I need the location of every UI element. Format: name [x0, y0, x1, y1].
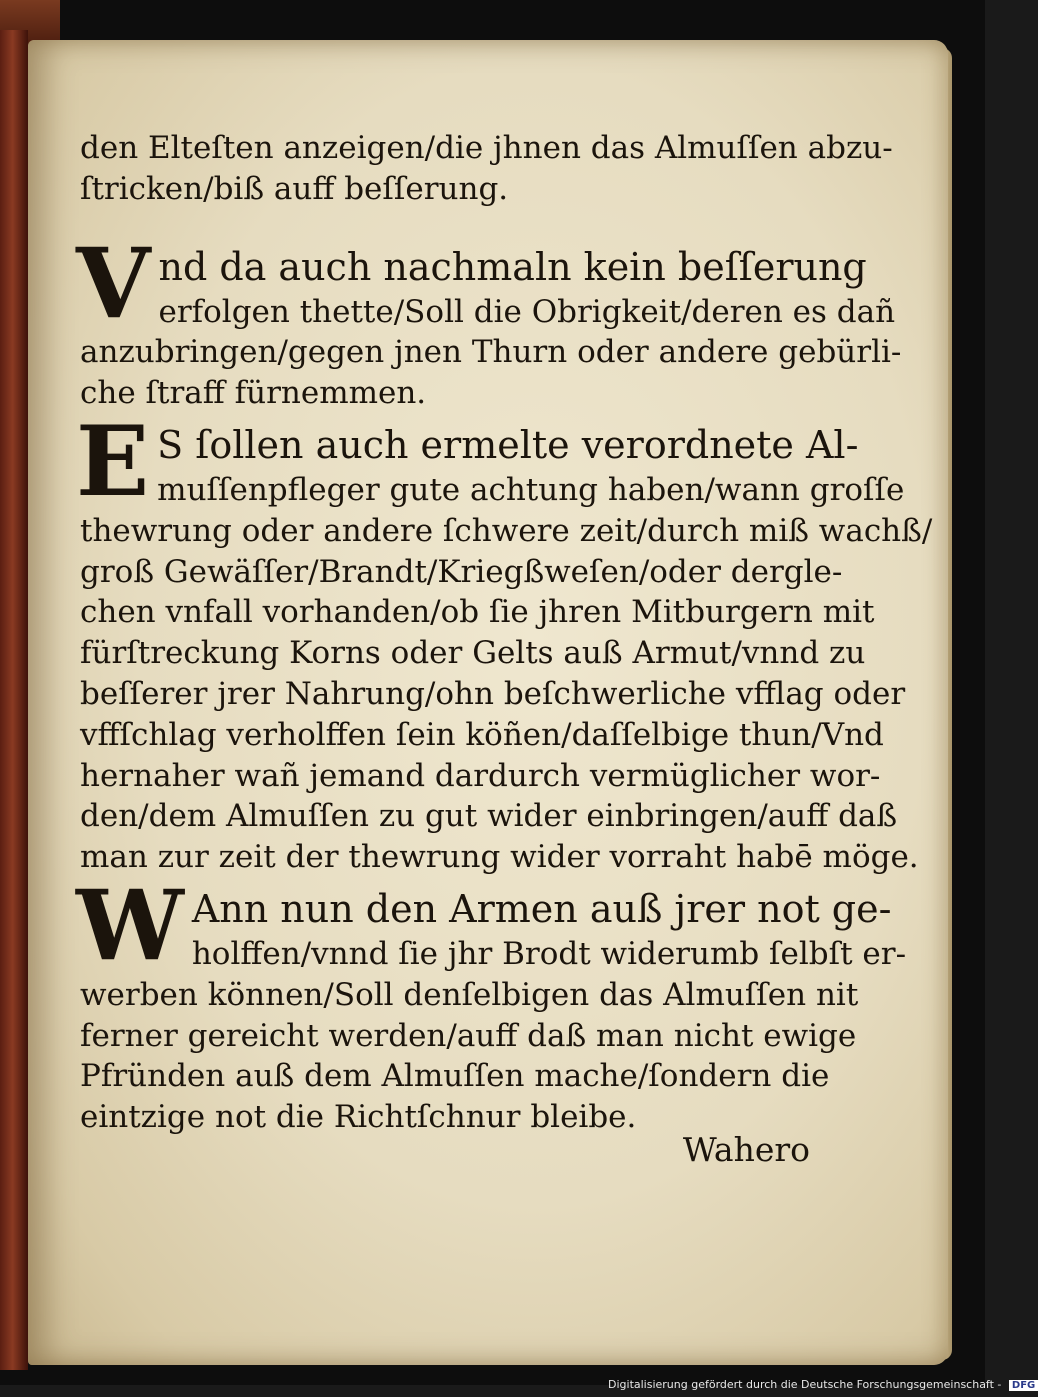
text-line: hernaher wañ jemand dardurch vermüglicher wor- [80, 757, 881, 794]
text-line: ſtricken/biß auff beſſerung. [80, 170, 509, 207]
text-line: vffſchlag verholffen ſein köñen/daſſelbige thun/Vnd [80, 716, 884, 753]
text-line: che ſtraff fürnemmen. [80, 375, 427, 412]
text-line: man zur zeit der thewrung wider vorraht habē möge. [80, 839, 919, 876]
paragraph [76, 868, 907, 1138]
text-line: ferner gereicht werden/auff daß man nicht ewige [80, 1017, 857, 1054]
text-line: fürſtreckung Korns oder Gelts auß Armut/vnnd zu [80, 635, 866, 672]
page-text [76, 122, 933, 1138]
book-spine [0, 30, 28, 1370]
credit-text: Digitalisierung gefördert durch die Deutsche Forschungsgemeinschaft - [608, 1378, 1002, 1391]
initial-letter: V [76, 226, 151, 340]
text-line: Ann nun den Armen auß jrer not ge- [191, 886, 892, 931]
text-line: eintzige not die Richtſchnur bleibe. [80, 1099, 637, 1136]
text-line: beſſerer jrer Nahrung/ohn beſchwerliche vfflag oder [80, 675, 906, 712]
text-line: muſſenpfleger gute achtung haben/wann groſſe [157, 471, 905, 508]
text-line: anzubringen/gegen jnen Thurn oder andere gebürli- [80, 334, 902, 371]
initial-letter: W [76, 868, 184, 982]
text-line: holffen/vnnd ſie jhr Brodt widerumb ſelbſt er- [191, 935, 907, 972]
text-line: Pfründen auß dem Almuſſen mache/ſondern die [80, 1058, 830, 1095]
catchword: Wahero [682, 1130, 810, 1169]
text-line: den Elteſten anzeigen/die jhnen das Almuſſen abzu- [80, 130, 893, 166]
paragraph [76, 226, 902, 414]
text-line: den/dem Almuſſen zu gut wider einbringen/auff daß [80, 798, 898, 835]
text-line: S ſollen auch ermelte verordnete Al- [157, 422, 859, 467]
dfg-logo: DFG [1009, 1380, 1038, 1391]
text-line: nd da auch nachmaln kein beſſerung [158, 244, 867, 289]
initial-letter: E [76, 404, 150, 518]
paragraph [80, 128, 893, 210]
text-line: thewrung oder andere ſchwere zeit/durch miß wachß/ [80, 512, 933, 549]
digitization-credit [608, 1378, 1038, 1391]
paragraph [76, 404, 933, 878]
text-line: erfolgen thette/Soll die Obrigkeit/deren es dañ [158, 293, 896, 330]
text-line: werben können/Soll denſelbigen das Almuſſen nit [80, 976, 859, 1013]
text-line: chen vnfall vorhanden/ob ſie jhren Mitburgern mit [80, 594, 875, 631]
text-line: groß Gewäſſer/Brandt/Kriegßweſen/oder dergle- [80, 553, 843, 590]
